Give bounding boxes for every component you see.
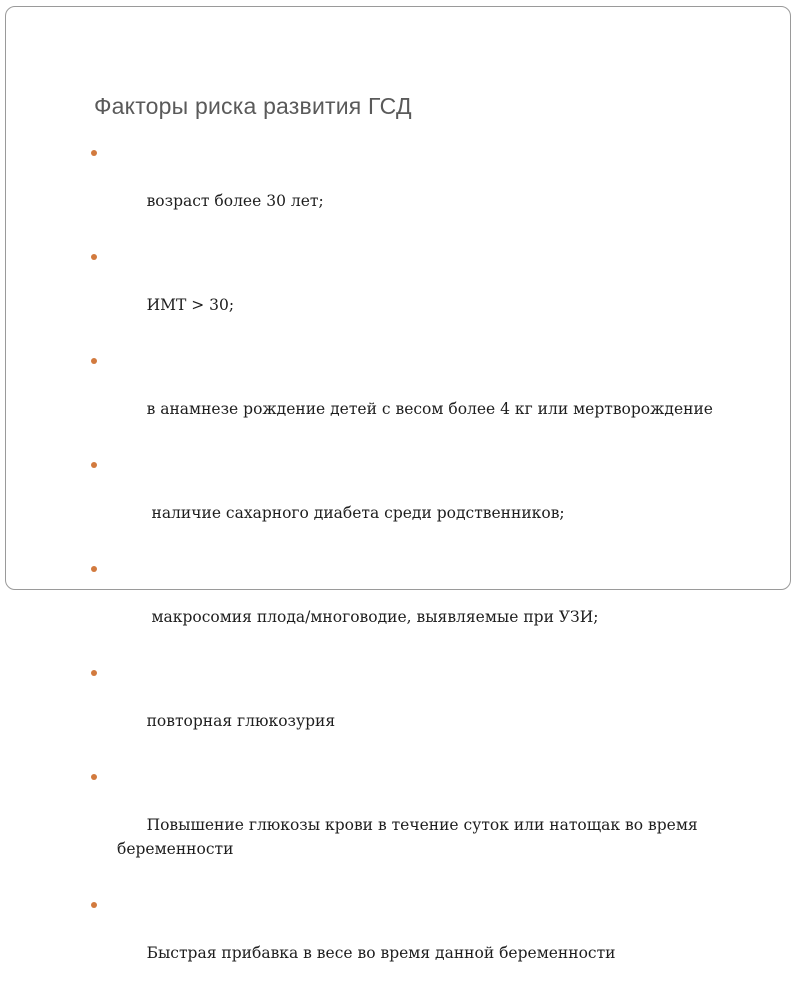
list-item <box>90 349 770 445</box>
bullet-list <box>90 141 770 997</box>
bullet-dot-icon <box>91 566 97 572</box>
slide-frame <box>5 6 791 962</box>
slide-title: Факторы риска развития ГСД <box>94 93 412 119</box>
list-item-text: макросомия плода/многоводие, выявляемые при УЗИ; <box>146 608 599 626</box>
list-item <box>90 661 770 757</box>
list-item <box>90 893 770 989</box>
bullet-dot-icon <box>91 774 97 780</box>
list-item-text: ИМТ > 30; <box>146 296 235 314</box>
list-item-text: Повышение глюкозы крови в течение суток или натощак во время беременности <box>117 816 703 858</box>
list-item-text: в анамнезе рождение детей с весом более 4 кг или мертворождение <box>146 400 713 418</box>
list-item-text: Быстрая прибавка в весе во время данной беременности <box>146 944 616 962</box>
bullet-dot-icon <box>91 462 97 468</box>
bullet-dot-icon <box>91 358 97 364</box>
list-item-text: наличие сахарного диабета среди родственников; <box>146 504 565 522</box>
bullet-dot-icon <box>91 902 97 908</box>
list-item <box>90 245 770 341</box>
list-item <box>90 765 770 885</box>
list-item-text: возраст более 30 лет; <box>146 192 324 210</box>
bullet-dot-icon <box>91 150 97 156</box>
list-item-text: повторная глюкозурия <box>146 712 336 730</box>
list-item <box>90 453 770 549</box>
list-item <box>90 557 770 653</box>
bullet-dot-icon <box>91 670 97 676</box>
list-item <box>90 141 770 237</box>
bullet-dot-icon <box>91 254 97 260</box>
